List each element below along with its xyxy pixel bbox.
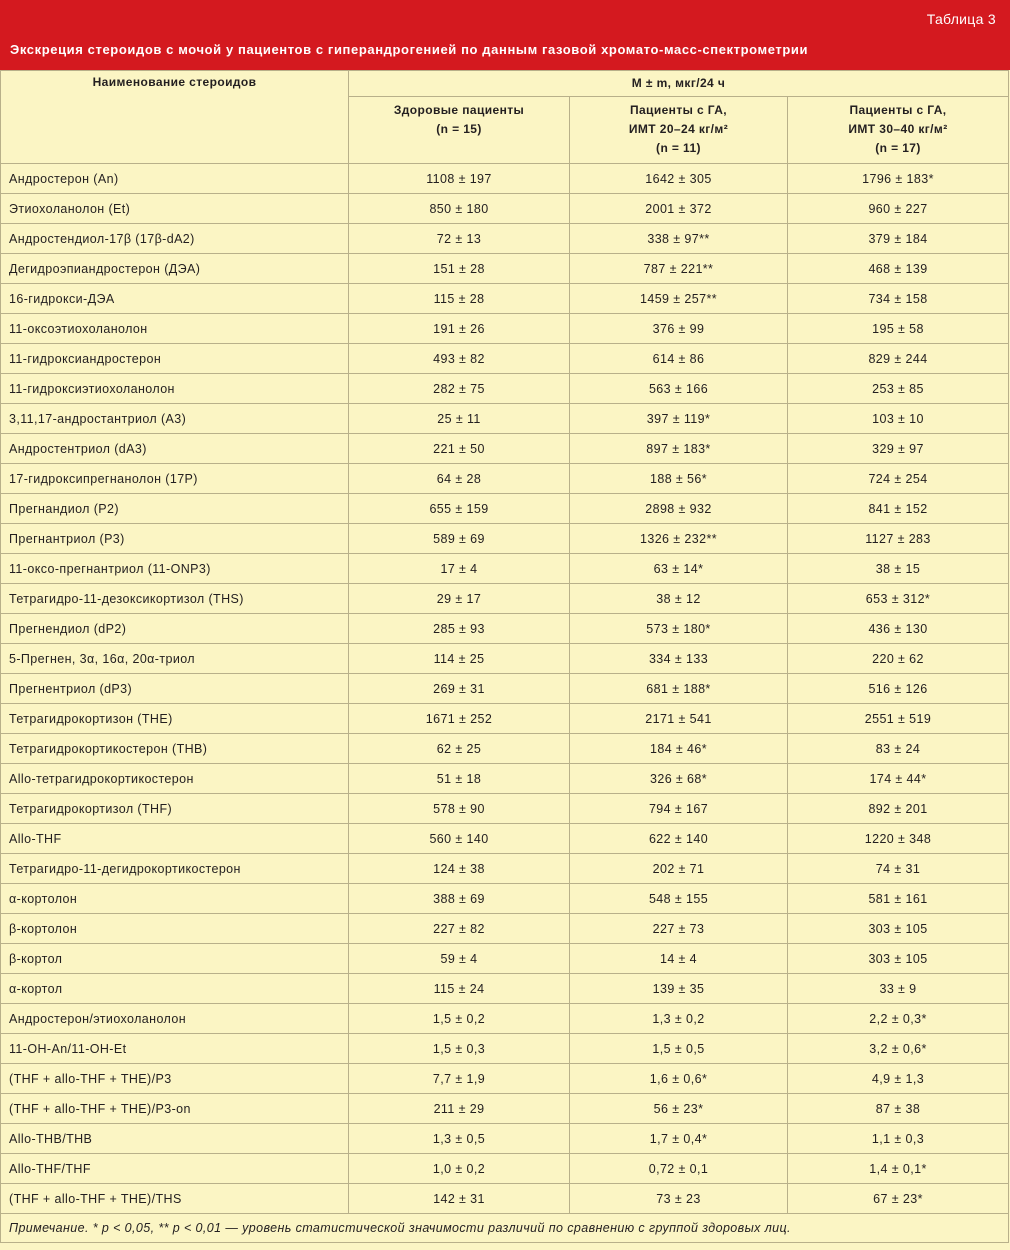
value-bmi-20-24-cell: 573 ± 180* [570,614,788,644]
group-header: M ± m, мкг/24 ч [349,71,1009,97]
value-healthy-cell: 124 ± 38 [349,854,570,884]
value-healthy-cell: 388 ± 69 [349,884,570,914]
value-bmi-20-24-cell: 338 ± 97** [570,224,788,254]
value-healthy-cell: 221 ± 50 [349,434,570,464]
steroid-name-cell: Андростентриол (dA3) [1,434,349,464]
table-row [1,704,1009,734]
value-healthy-cell: 115 ± 24 [349,974,570,1004]
value-bmi-30-40-cell: 653 ± 312* [788,584,1009,614]
value-bmi-20-24-cell: 326 ± 68* [570,764,788,794]
table-row [1,674,1009,704]
value-healthy-cell: 211 ± 29 [349,1094,570,1124]
value-bmi-20-24-cell: 227 ± 73 [570,914,788,944]
steroid-name-cell: 3,11,17-андростантриол (A3) [1,404,349,434]
value-bmi-30-40-cell: 174 ± 44* [788,764,1009,794]
value-healthy-cell: 1,5 ± 0,3 [349,1034,570,1064]
value-healthy-cell: 850 ± 180 [349,194,570,224]
value-bmi-30-40-cell: 83 ± 24 [788,734,1009,764]
value-bmi-30-40-cell: 87 ± 38 [788,1094,1009,1124]
table-row [1,1094,1009,1124]
value-bmi-30-40-cell: 103 ± 10 [788,404,1009,434]
column-header-line: (n = 11) [656,141,701,155]
value-healthy-cell: 1671 ± 252 [349,704,570,734]
steroid-column-header: Наименование стероидов [1,71,349,164]
value-bmi-20-24-cell: 1,3 ± 0,2 [570,1004,788,1034]
value-bmi-20-24-cell: 2171 ± 541 [570,704,788,734]
table-row [1,764,1009,794]
value-healthy-cell: 17 ± 4 [349,554,570,584]
value-bmi-20-24-cell: 184 ± 46* [570,734,788,764]
steroid-name-cell: Прегнентриол (dP3) [1,674,349,704]
steroid-name-cell: β-кортол [1,944,349,974]
steroid-name-cell: Прегнандиол (P2) [1,494,349,524]
steroid-name-cell: 11-гидроксиандростерон [1,344,349,374]
table-row [1,944,1009,974]
steroid-name-cell: 11-оксоэтиохоланолон [1,314,349,344]
value-bmi-30-40-cell: 33 ± 9 [788,974,1009,1004]
column-header-line: Здоровые пациенты [393,103,525,117]
value-bmi-20-24-cell: 2898 ± 932 [570,494,788,524]
value-bmi-30-40-cell: 1127 ± 283 [788,524,1009,554]
table-row [1,734,1009,764]
table-row [1,554,1009,584]
table-row [1,1124,1009,1154]
steroid-name-cell: 5-Прегнен, 3α, 16α, 20α-триол [1,644,349,674]
value-bmi-20-24-cell: 73 ± 23 [570,1184,788,1214]
table-row [1,224,1009,254]
value-healthy-cell: 1,0 ± 0,2 [349,1154,570,1184]
value-healthy-cell: 25 ± 11 [349,404,570,434]
value-healthy-cell: 72 ± 13 [349,224,570,254]
value-healthy-cell: 1,5 ± 0,2 [349,1004,570,1034]
value-healthy-cell: 62 ± 25 [349,734,570,764]
value-healthy-cell: 560 ± 140 [349,824,570,854]
column-header-line: (n = 15) [436,122,482,136]
value-bmi-30-40-cell: 2,2 ± 0,3* [788,1004,1009,1034]
value-bmi-30-40-cell: 74 ± 31 [788,854,1009,884]
value-bmi-20-24-cell: 548 ± 155 [570,884,788,914]
value-healthy-cell: 142 ± 31 [349,1184,570,1214]
table-title: Экскреция стероидов с мочой у пациентов с гиперандрогенией по данным газовой хромато-масс-спектрометрии [10,42,809,57]
value-healthy-cell: 114 ± 25 [349,644,570,674]
table-row [1,254,1009,284]
value-bmi-30-40-cell: 38 ± 15 [788,554,1009,584]
steroid-name-cell: (THF + allo-THF + THE)/THS [1,1184,349,1214]
steroid-name-cell: Тетрагидро-11-дезоксикортизол (THS) [1,584,349,614]
value-bmi-20-24-cell: 681 ± 188* [570,674,788,704]
table-row [1,524,1009,554]
table-row [1,1154,1009,1184]
table-row [1,884,1009,914]
value-bmi-30-40-cell: 220 ± 62 [788,644,1009,674]
value-bmi-20-24-cell: 1326 ± 232** [570,524,788,554]
steroid-name-cell: 16-гидрокси-ДЭА [1,284,349,314]
value-bmi-30-40-cell: 253 ± 85 [788,374,1009,404]
value-bmi-20-24-cell: 794 ± 167 [570,794,788,824]
value-bmi-30-40-cell: 724 ± 254 [788,464,1009,494]
value-bmi-30-40-cell: 303 ± 105 [788,944,1009,974]
steroid-name-cell: Андростерон/этиохоланолон [1,1004,349,1034]
steroid-name-cell: Allo-THF/THF [1,1154,349,1184]
value-healthy-cell: 115 ± 28 [349,284,570,314]
value-healthy-cell: 29 ± 17 [349,584,570,614]
value-bmi-20-24-cell: 787 ± 221** [570,254,788,284]
table-row [1,1034,1009,1064]
value-bmi-30-40-cell: 734 ± 158 [788,284,1009,314]
value-healthy-cell: 51 ± 18 [349,764,570,794]
value-bmi-20-24-cell: 2001 ± 372 [570,194,788,224]
value-bmi-30-40-cell: 3,2 ± 0,6* [788,1034,1009,1064]
table-row [1,434,1009,464]
column-header-bmi-20-24 [570,97,788,164]
steroid-name-cell: Тетрагидрокортикостерон (THB) [1,734,349,764]
table-row [1,794,1009,824]
steroid-name-cell: (THF + allo-THF + THE)/P3-on [1,1094,349,1124]
steroid-name-cell: 11-гидроксиэтиохоланолон [1,374,349,404]
table-row [1,1004,1009,1034]
value-bmi-30-40-cell: 581 ± 161 [788,884,1009,914]
table-row [1,614,1009,644]
value-bmi-20-24-cell: 614 ± 86 [570,344,788,374]
steroid-name-cell: α-кортолон [1,884,349,914]
value-bmi-30-40-cell: 892 ± 201 [788,794,1009,824]
table-row [1,494,1009,524]
value-healthy-cell: 578 ± 90 [349,794,570,824]
column-header-healthy [349,97,570,164]
value-bmi-30-40-cell: 436 ± 130 [788,614,1009,644]
value-bmi-30-40-cell: 1,4 ± 0,1* [788,1154,1009,1184]
table-row [1,644,1009,674]
value-bmi-30-40-cell: 379 ± 184 [788,224,1009,254]
value-bmi-20-24-cell: 397 ± 119* [570,404,788,434]
value-healthy-cell: 655 ± 159 [349,494,570,524]
steroid-name-cell: Allo-THF [1,824,349,854]
table-row [1,854,1009,884]
value-healthy-cell: 589 ± 69 [349,524,570,554]
value-healthy-cell: 282 ± 75 [349,374,570,404]
value-bmi-30-40-cell: 303 ± 105 [788,914,1009,944]
table-row [1,914,1009,944]
steroid-name-cell: Тетрагидрокортизол (THF) [1,794,349,824]
steroid-name-cell: Прегнантриол (P3) [1,524,349,554]
value-bmi-20-24-cell: 622 ± 140 [570,824,788,854]
value-bmi-30-40-cell: 841 ± 152 [788,494,1009,524]
column-header-bmi-30-40 [788,97,1009,164]
value-healthy-cell: 64 ± 28 [349,464,570,494]
steroid-name-cell: 11-OH-An/11-OH-Et [1,1034,349,1064]
table-row [1,164,1009,194]
value-healthy-cell: 1,3 ± 0,5 [349,1124,570,1154]
table-row [1,824,1009,854]
steroid-name-cell: Этиохоланолон (Et) [1,194,349,224]
column-header-line: ИМТ 30–40 кг/м² [848,122,948,136]
table-row [1,464,1009,494]
table-number: Таблица 3 [926,11,996,27]
value-bmi-20-24-cell: 139 ± 35 [570,974,788,1004]
value-bmi-20-24-cell: 14 ± 4 [570,944,788,974]
value-bmi-30-40-cell: 1220 ± 348 [788,824,1009,854]
value-healthy-cell: 269 ± 31 [349,674,570,704]
value-bmi-30-40-cell: 516 ± 126 [788,674,1009,704]
value-bmi-20-24-cell: 202 ± 71 [570,854,788,884]
value-bmi-30-40-cell: 1796 ± 183* [788,164,1009,194]
value-bmi-30-40-cell: 2551 ± 519 [788,704,1009,734]
table-row [1,194,1009,224]
value-bmi-20-24-cell: 188 ± 56* [570,464,788,494]
steroid-name-cell: Тетрагидрокортизон (THE) [1,704,349,734]
table-note: Примечание. * p < 0,05, ** p < 0,01 — уровень статистической значимости различий по сравнению с группой здоровых лиц. [1,1214,1009,1243]
value-healthy-cell: 227 ± 82 [349,914,570,944]
value-bmi-30-40-cell: 829 ± 244 [788,344,1009,374]
steroid-name-cell: 17-гидроксипрегнанолон (17P) [1,464,349,494]
steroid-name-cell: Тетрагидро-11-дегидрокортикостерон [1,854,349,884]
value-bmi-20-24-cell: 334 ± 133 [570,644,788,674]
table-row [1,1064,1009,1094]
value-bmi-30-40-cell: 4,9 ± 1,3 [788,1064,1009,1094]
steroid-name-cell: Андростерон (An) [1,164,349,194]
table-header-bar [0,0,1010,70]
table-row [1,1184,1009,1214]
value-bmi-20-24-cell: 563 ± 166 [570,374,788,404]
value-bmi-30-40-cell: 1,1 ± 0,3 [788,1124,1009,1154]
value-bmi-20-24-cell: 376 ± 99 [570,314,788,344]
column-header-line: (n = 17) [875,141,921,155]
table-row [1,584,1009,614]
value-bmi-30-40-cell: 329 ± 97 [788,434,1009,464]
value-bmi-30-40-cell: 960 ± 227 [788,194,1009,224]
steroids-table [0,70,1009,1243]
value-healthy-cell: 1108 ± 197 [349,164,570,194]
value-healthy-cell: 7,7 ± 1,9 [349,1064,570,1094]
value-bmi-30-40-cell: 468 ± 139 [788,254,1009,284]
value-bmi-20-24-cell: 56 ± 23* [570,1094,788,1124]
value-bmi-20-24-cell: 38 ± 12 [570,584,788,614]
value-healthy-cell: 151 ± 28 [349,254,570,284]
steroid-name-cell: Дегидроэпиандростерон (ДЭА) [1,254,349,284]
steroid-name-cell: Андростендиол-17β (17β-dA2) [1,224,349,254]
value-bmi-20-24-cell: 0,72 ± 0,1 [570,1154,788,1184]
value-healthy-cell: 59 ± 4 [349,944,570,974]
table-row [1,974,1009,1004]
value-healthy-cell: 285 ± 93 [349,614,570,644]
value-bmi-20-24-cell: 1,6 ± 0,6* [570,1064,788,1094]
value-bmi-20-24-cell: 1642 ± 305 [570,164,788,194]
steroid-name-cell: β-кортолон [1,914,349,944]
value-bmi-20-24-cell: 1459 ± 257** [570,284,788,314]
value-bmi-20-24-cell: 63 ± 14* [570,554,788,584]
table-row [1,284,1009,314]
steroid-name-cell: α-кортол [1,974,349,1004]
value-bmi-20-24-cell: 897 ± 183* [570,434,788,464]
steroid-name-cell: Allo-тетрагидрокортикостерон [1,764,349,794]
steroid-name-cell: (THF + allo-THF + THE)/P3 [1,1064,349,1094]
column-header-line: ИМТ 20–24 кг/м² [628,122,729,136]
column-header-line: Пациенты с ГА, [629,103,728,117]
value-healthy-cell: 191 ± 26 [349,314,570,344]
steroid-name-cell: 11-оксо-прегнантриол (11-ONP3) [1,554,349,584]
value-bmi-20-24-cell: 1,5 ± 0,5 [570,1034,788,1064]
value-bmi-30-40-cell: 67 ± 23* [788,1184,1009,1214]
table-row [1,404,1009,434]
steroid-name-cell: Allo-THB/THB [1,1124,349,1154]
column-header-line: Пациенты с ГА, [849,103,947,117]
table-row [1,344,1009,374]
value-healthy-cell: 493 ± 82 [349,344,570,374]
value-bmi-30-40-cell: 195 ± 58 [788,314,1009,344]
table-row [1,374,1009,404]
steroid-name-cell: Прегнендиол (dP2) [1,614,349,644]
value-bmi-20-24-cell: 1,7 ± 0,4* [570,1124,788,1154]
table-row [1,314,1009,344]
